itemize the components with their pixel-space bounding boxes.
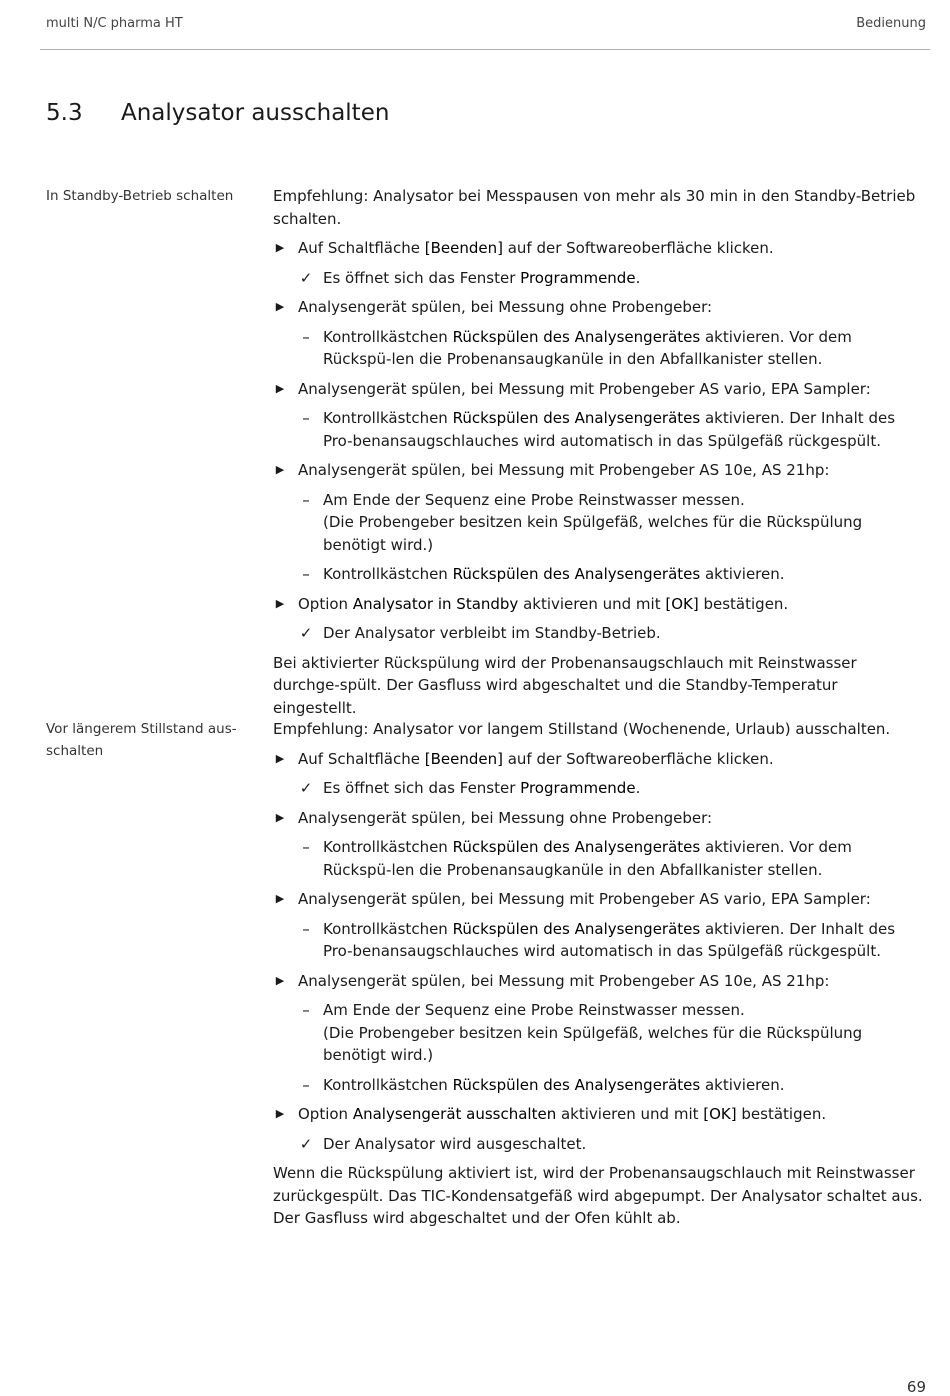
step-text: Analysengerät spülen, bei Messung mit Probengeber AS 10e, AS 21hp:: [298, 971, 830, 990]
step-arrow-icon: ▶: [275, 892, 285, 905]
step-text: Option Analysengerät ausschalten aktivieren und mit [OK] bestätigen.: [298, 1105, 827, 1123]
step-arrow-icon: ▶: [275, 751, 285, 765]
outro-paragraph: Bei aktivierter Rückspülung wird der Probenansaugschlauch mit Reinstwasser durchge-spült. Der Gasfluss wird abgeschaltet und die Standby-Temperatur eingestellt.: [273, 653, 857, 717]
result-text: Es öffnet sich das Fenster Programmende.: [323, 268, 641, 287]
result-text: Es öffnet sich das Fenster Programmende.: [323, 779, 641, 797]
sub-item: [273, 999, 923, 1067]
intro-paragraph: Empfehlung: Analysator vor langem Stillstand (Wochenende, Urlaub) ausschalten.: [273, 720, 891, 738]
sub-item-text: Kontrollkästchen Rückspülen des Analysengerätes aktivieren. Vor dem Rückspü-len die Probenansaugkanüle in den Abfallkanister stellen.: [323, 327, 852, 368]
sub-item-text: Kontrollkästchen Rückspülen des Analysengerätes aktivieren. Der Inhalt des Pro-benansaugschlauches wird automatisch in das Spülgefäß rückgespült.: [323, 919, 896, 960]
step-arrow-icon: ▶: [275, 241, 285, 254]
step-item: [273, 888, 923, 911]
step-text: Analysengerät spülen, bei Messung ohne Probengeber:: [298, 298, 713, 316]
ui-checkbox-reference: Rückspülen des Analysengerätes: [452, 1075, 701, 1094]
header-chapter-name: Bedienung: [856, 16, 926, 31]
dash-icon: –: [302, 919, 310, 938]
sub-item: [273, 489, 923, 557]
ui-option-reference: Analysengerät ausschalten: [352, 1105, 557, 1123]
step-item: [273, 970, 923, 993]
dash-icon: –: [302, 1001, 310, 1019]
step-text: Auf Schaltfläche [Beenden] auf der Softwareoberfläche klicken.: [298, 749, 774, 768]
sub-item-text: Kontrollkästchen Rückspülen des Analysengerätes aktivieren. Vor dem Rückspü-len die Probenansaugkanüle in den Abfallkanister stellen.: [323, 838, 852, 879]
step-text: Option Analysator in Standby aktivieren und mit [OK] bestätigen.: [298, 594, 789, 613]
dash-icon: –: [302, 409, 310, 427]
section-number: 5.3: [46, 100, 83, 126]
sub-item: [273, 563, 923, 586]
ui-checkbox-reference: Rückspülen des Analysengerätes: [452, 838, 701, 856]
section-title-text: Analysator ausschalten: [121, 100, 390, 126]
ui-button-reference: [Beenden]: [424, 239, 503, 257]
side-label-long-shutdown: Vor längerem Stillstand aus-schalten: [46, 721, 237, 759]
ui-checkbox-reference: Rückspülen des Analysengerätes: [452, 409, 701, 427]
check-icon: ✓: [299, 1134, 313, 1153]
section-body-standby: [273, 185, 923, 726]
step-arrow-icon: ▶: [275, 300, 285, 313]
dash-icon: –: [302, 1075, 310, 1094]
step-item: [273, 593, 923, 616]
ui-button-reference: [OK]: [703, 1105, 737, 1123]
step-item: [273, 459, 923, 482]
dash-icon: –: [302, 838, 310, 856]
ui-option-reference: Analysator in Standby: [352, 594, 519, 613]
page-number: 69: [906, 1378, 926, 1396]
header-divider: [40, 49, 930, 50]
sub-item-text: Kontrollkästchen Rückspülen des Analysengerätes aktivieren.: [323, 1075, 785, 1094]
result-item: [273, 1133, 923, 1156]
ui-window-reference: Programmende: [520, 779, 636, 797]
sub-item: [273, 1074, 923, 1097]
sub-item-text: Am Ende der Sequenz eine Probe Reinstwasser messen. (Die Probengeber besitzen kein Spülgefäß, welches für die Rückspülung benötigt wird.): [323, 490, 863, 554]
ui-window-reference: Programmende: [520, 268, 636, 287]
result-item: [273, 777, 923, 800]
sub-item-text: Am Ende der Sequenz eine Probe Reinstwasser messen. (Die Probengeber besitzen kein Spülgefäß, welches für die Rückspülung benötigt wird.): [323, 1001, 863, 1064]
ui-button-reference: [OK]: [665, 594, 699, 613]
step-text: Analysengerät spülen, bei Messung mit Probengeber AS 10e, AS 21hp:: [298, 461, 830, 479]
sub-item: [273, 326, 923, 371]
dash-icon: –: [302, 327, 310, 346]
step-item: [273, 748, 923, 771]
section-title: [46, 100, 389, 126]
result-text: Der Analysator wird ausgeschaltet.: [323, 1134, 587, 1153]
sub-item: [273, 836, 923, 881]
result-text: Der Analysator verbleibt im Standby-Betrieb.: [323, 624, 661, 642]
step-arrow-icon: ▶: [275, 973, 285, 987]
sub-item: [273, 918, 923, 963]
dash-icon: –: [302, 565, 310, 583]
intro-paragraph: Empfehlung: Analysator bei Messpausen von mehr als 30 min in den Standby-Betrieb schalten.: [273, 187, 916, 228]
ui-button-reference: [Beenden]: [424, 749, 503, 768]
step-item: [273, 1103, 923, 1126]
step-arrow-icon: ▶: [275, 381, 285, 395]
side-label-standby: In Standby-Betrieb schalten: [46, 188, 234, 204]
step-item: [273, 807, 923, 830]
step-arrow-icon: ▶: [275, 463, 285, 476]
dash-icon: –: [302, 490, 310, 509]
step-arrow-icon: ▶: [275, 810, 285, 824]
sub-item: [273, 407, 923, 452]
result-item: [273, 622, 923, 645]
check-icon: ✓: [299, 779, 313, 797]
ui-checkbox-reference: Rückspülen des Analysengerätes: [452, 919, 701, 938]
ui-checkbox-reference: Rückspülen des Analysengerätes: [452, 565, 701, 583]
step-arrow-icon: ▶: [275, 1107, 285, 1120]
result-item: [273, 267, 923, 290]
check-icon: ✓: [299, 268, 313, 287]
section-body-long-shutdown: [273, 718, 923, 1237]
sub-item-text: Kontrollkästchen Rückspülen des Analysengerätes aktivieren.: [323, 565, 785, 583]
outro-paragraph: Wenn die Rückspülung aktiviert ist, wird der Probenansaugschlauch mit Reinstwasser zurückgespült. Das TIC-Kondensatgefäß wird abgepumpt. Der Analysator schaltet aus. Der Gasfluss wird abgeschaltet und der Ofen kühlt ab.: [273, 1164, 923, 1227]
step-item: [273, 296, 923, 319]
step-text: Analysengerät spülen, bei Messung ohne Probengeber:: [298, 808, 713, 827]
step-arrow-icon: ▶: [275, 596, 285, 610]
step-item: [273, 237, 923, 260]
step-text: Auf Schaltfläche [Beenden] auf der Softwareoberfläche klicken.: [298, 239, 774, 257]
step-text: Analysengerät spülen, bei Messung mit Probengeber AS vario, EPA Sampler:: [298, 379, 871, 398]
check-icon: ✓: [299, 624, 313, 642]
sub-item-text: Kontrollkästchen Rückspülen des Analysengerätes aktivieren. Der Inhalt des Pro-benansaugschlauches wird automatisch in das Spülgefäß rückgespült.: [323, 409, 896, 450]
step-text: Analysengerät spülen, bei Messung mit Probengeber AS vario, EPA Sampler:: [298, 890, 871, 908]
step-item: [273, 378, 923, 401]
ui-checkbox-reference: Rückspülen des Analysengerätes: [452, 327, 701, 346]
header-product-name: multi N/C pharma HT: [46, 16, 183, 31]
